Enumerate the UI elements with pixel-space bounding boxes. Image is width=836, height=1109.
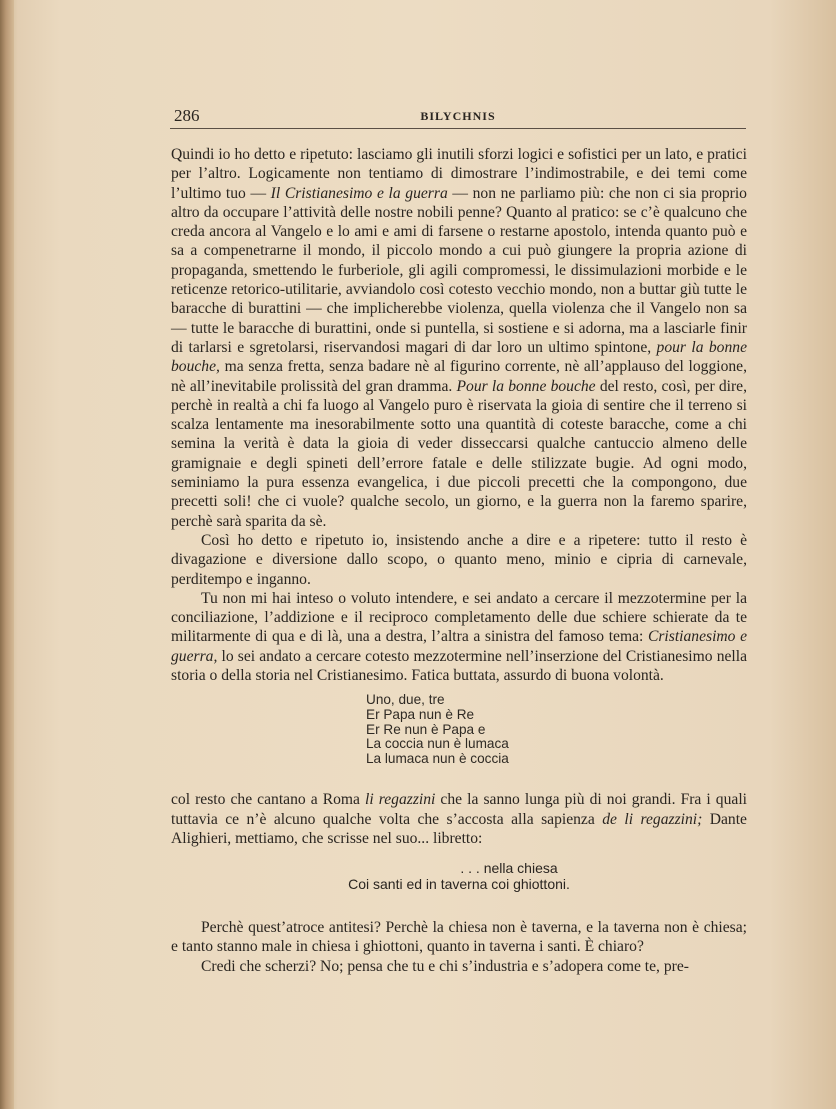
verse-line: Er Papa nun è Re (366, 706, 475, 722)
page-binding-edge (0, 0, 14, 1109)
verse-line: La coccia nun è lumaca (366, 736, 509, 752)
italic-phrase: li regazzini (365, 791, 436, 809)
paragraph-3: Tu non mi hai inteso o voluto intendere, e sei andato a cercare il mezzotermine per la conciliazione, l’addizione e il reciproco completamento delle due schiere schierate da te militarmente di qua e di là, una a destra, l’altra a sinistra del famoso tema: Cristianesimo e guerra, lo sei andato a cercare cotesto mezzotermine nell’inserzione del Cristianesimo nella storia o della storia nel Cristianesimo. Fatica buttata, assurdo di buona volontà. (171, 589, 747, 685)
page-number: 286 (174, 106, 200, 125)
verse-line: Er Re nun è Papa e (366, 721, 486, 737)
paragraph-2: Così ho detto e ripetuto io, insistendo anche a dire e a ripetere: tutto il resto è divagazione e diversione dallo scopo, o quanto meno, minio e cipria di carnevale, perditempo e inganno. (171, 531, 747, 588)
quote-block (171, 860, 747, 892)
italic-phrase: de li regazzini; (602, 810, 703, 828)
paragraph-1: Quindi io ho detto e ripetuto: lasciamo gli inutili sforzi logici e sofistici per un lato, e pratici per l’altro. Logicamente non tentiamo di dimostrare l’indimostrabile, e dei temi come l’ultimo tuo — Il Cristianesimo e la guerra — non ne parliamo più: che non ci sia proprio altro da occupare l’attività delle nostre nobili penne? Quanto al pratico: se c’è qualcuno che creda ancora al Vangelo e lo ami e ami di farsene o restarne apostolo, intenda quanto può e sa a compenetrarne il mondo, il piccolo mondo a cui può giungere la propria azione di propaganda, smettendo le furberiole, gli agili compromessi, le dissimulazioni morbide e le reticenze retorico-utilitarie, avviandolo così cotesto vecchio mondo, non a buttar giù tutte le baracche di burattini — che implicherebbe violenza, quella violenza che il Vangelo non sa — tutte le baracche di burattini, onde si puntella, si sostiene e si adorna, ma a lasciarle finir di tarlarsi e sgretolarsi, riservandosi magari di dar loro un ultimo spintone, pour la bonne bouche, ma senza fretta, senza badare nè al figurino corrente, nè all’applauso del loggione, nè all’inevitabile prolissità del gran dramma. Pour la bonne bouche del resto, così, per dire, perchè in realtà a chi fa luogo al Vangelo puro è riservata la gioia di sentire che il terreno si scalza lentamente ma inesorabilmente sotto una quantità di coteste baracche, come a chi semina la verità è data la gioia di veder disseccarsi qualche cantuccio almeno delle gramignaie e degli spineti dell’errore fatale e delle stilizzate bugie. Ad ogni modo, seminiamo la pura essenza evangelica, i due piccoli precetti che la compongono, due precetti soli! che ci vuole? qualche secolo, un giorno, e la guerra non la faremo sparire, perchè sarà sparita da sè. (171, 146, 747, 530)
verse-line: Uno, due, tre (366, 692, 445, 708)
verse-block (366, 693, 747, 766)
verse-line: La lumaca nun è coccia (366, 750, 509, 766)
paragraph-5: Perchè quest’atroce antitesi? Perchè la chiesa non è taverna, e la taverna non è chiesa; e tanto stanno male in chiesa i ghiottoni, quanto in taverna i santi. È chiaro? (171, 919, 747, 956)
italic-title: Cristianesimo e guerra, (171, 628, 747, 665)
quote-line: . . . nella chiesa (460, 860, 558, 877)
page-header (170, 106, 746, 129)
quote-line: Coi santi ed in taverna coi ghiottoni. (348, 876, 570, 893)
italic-title: Il Cristianesimo e la guerra (270, 184, 448, 202)
paragraph-6: Credi che scherzi? No; pensa che tu e chi s’industria e s’adopera come te, pre- (201, 957, 689, 975)
italic-phrase: pour la bonne bouche, (171, 338, 747, 376)
paragraph-4: col resto che cantano a Roma li regazzini che la sanno lunga più di noi grandi. Fra i quali tuttavia ce n’è alcuno qualche volta che s’accosta alla sapienza de li regazzini; Dante Alighieri, mettiamo, che scrisse nel suo... libretto: (171, 791, 747, 847)
italic-phrase: Pour la bonne bouche (456, 377, 596, 395)
running-title: BILYCHNIS (420, 109, 496, 123)
body-text (171, 145, 747, 976)
